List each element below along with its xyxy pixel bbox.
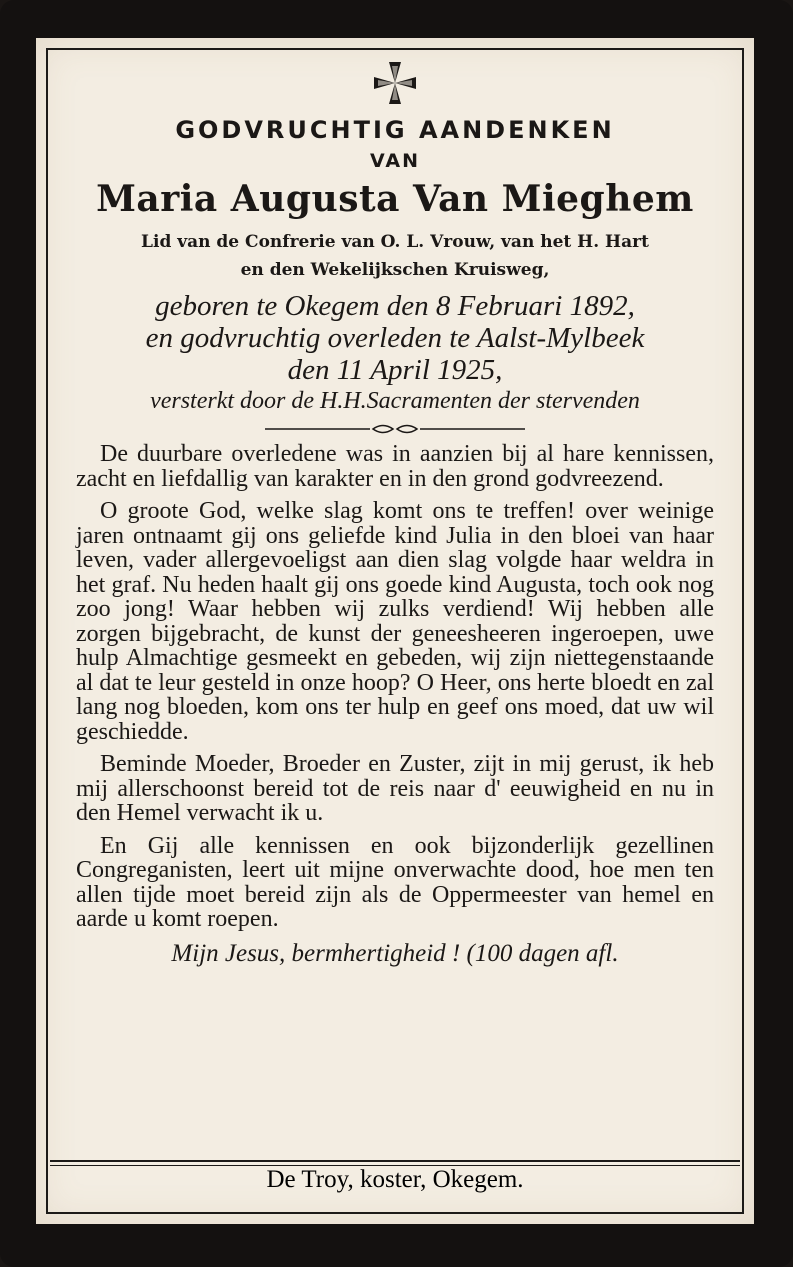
membership-line-1: Lid van de Confrerie van O. L. Vrouw, van het H. Hart bbox=[141, 232, 649, 252]
membership-line-2: en den Wekelijkschen Kruisweg, bbox=[240, 260, 550, 280]
sacraments-line: versterkt door de H.H.Sacramenten der stervenden bbox=[150, 388, 640, 414]
memorial-title: GODVRUCHTIG AANDENKEN bbox=[175, 116, 615, 144]
divider-ornament bbox=[245, 422, 545, 436]
printer-credit: De Troy, koster, Okegem. bbox=[266, 1166, 524, 1193]
memorial-van: VAN bbox=[369, 150, 421, 172]
died-line-1: en godvruchtig overleden te Aalst-Mylbeek bbox=[145, 322, 645, 354]
memorial-text bbox=[76, 442, 714, 932]
paragraph-1: De duurbare overledene was in aanzien bij al hare kennissen, zacht en liefdallig van karakter en in den grond godvreezend. bbox=[76, 441, 714, 492]
born-line: geboren te Okegem den 8 Februari 1892, bbox=[155, 290, 635, 322]
paragraph-4: En Gij alle kennissen en ook bijzonderlijk gezellinen Congreganisten, leert uit mijne onverwachte dood, hoe men ten allen tijde moet bereid zijn als de Oppermeester van hemel en aarde u komt roepen. bbox=[76, 832, 714, 932]
membership-text bbox=[66, 228, 724, 284]
died-line-2: den 11 April 1925, bbox=[287, 354, 503, 386]
card-content bbox=[66, 60, 724, 968]
paragraph-2: O groote God, welke slag komt ons te treffen! over weinige jaren ontnaamt gij ons geliefde kind Julia in den bloei van haar leven, vader allergevoeligst aan dien slag volgde haar weldra in het graf. Nu heden haalt gij ons goede kind Augusta, toch ook nog zoo jong! Waar hebben wij zulks verdiend! Wij hebben alle zorgen bijgebracht, de kunst der geneesheeren ingeroepen, uwe hulp Almachtige gesmeekt en gebeden, wij zijn niettegenstaande al dat te leur gesteld in onze hoop? O Heer, ons herte bloedt en zal lang nog bloeden, kom ons ter hulp en geef ons moed, dat uw wil geschiedde. bbox=[76, 498, 714, 745]
deceased-name: Maria Augusta Van Mieghem bbox=[96, 178, 694, 220]
cross-pattee-icon bbox=[372, 60, 418, 106]
card-paper bbox=[36, 38, 754, 1224]
paragraph-3: Beminde Moeder, Broeder en Zuster, zijt in mij gerust, ik heb mij allerschoonst bereid tot de reis naar d' eeuwigheid en nu in den Hemel verwacht ik u. bbox=[76, 751, 714, 826]
closing-prayer: Mijn Jesus, bermhertigheid ! (100 dagen afl. bbox=[171, 939, 619, 967]
